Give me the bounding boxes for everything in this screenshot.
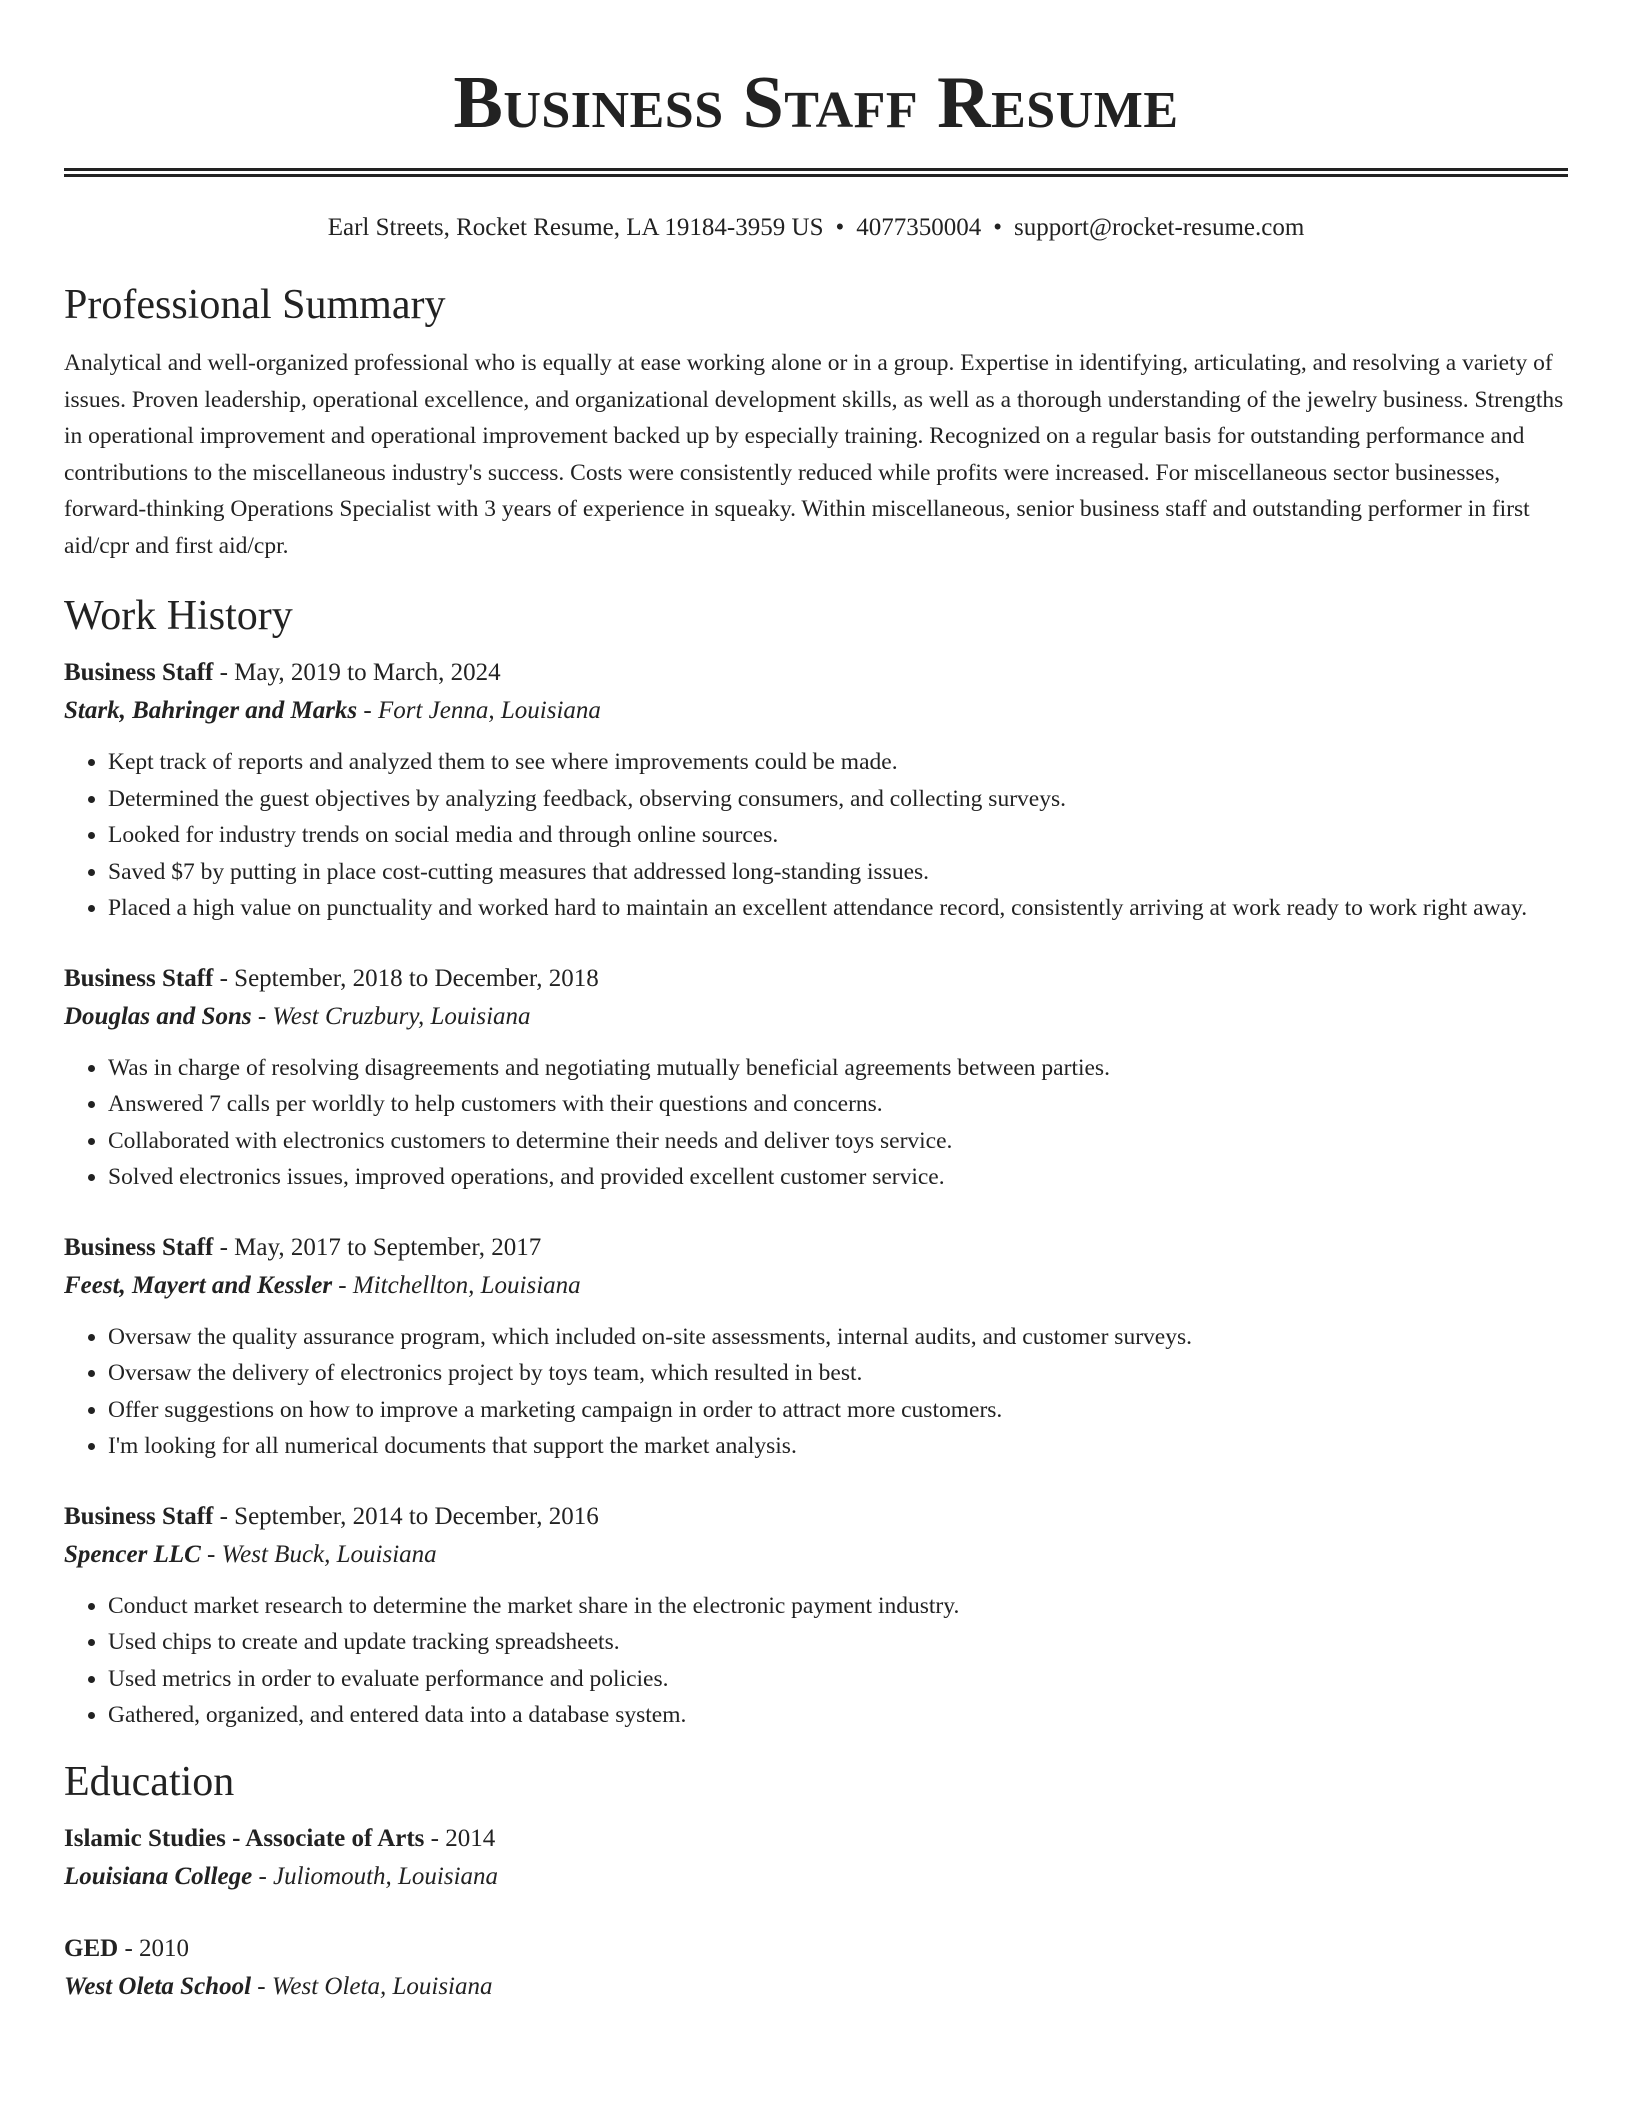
list-item: • Used chips to create and update tracking spreadsheets. bbox=[108, 1624, 1568, 1661]
job-company: Stark, Bahringer and Marks bbox=[64, 697, 358, 724]
contact-separator: • bbox=[993, 214, 1002, 241]
job-role: Business Staff bbox=[64, 1233, 214, 1261]
list-item: • Used metrics in order to evaluate performance and policies. bbox=[108, 1661, 1568, 1698]
job-entry bbox=[64, 1229, 1568, 1465]
job-location: - West Buck, Louisiana bbox=[200, 1540, 437, 1568]
summary-heading: Professional Summary bbox=[64, 282, 446, 328]
list-item: • Conduct market research to determine the market share in the electronic payment industry. bbox=[108, 1588, 1568, 1625]
job-company-line bbox=[64, 692, 1568, 730]
job-bullet-list bbox=[64, 1588, 1568, 1734]
job-title-line bbox=[64, 1229, 1568, 1267]
list-item: • Determined the guest objectives by analyzing feedback, observing consumers, and collecting surveys. bbox=[108, 781, 1568, 818]
job-title-line bbox=[64, 960, 1568, 998]
contact-line bbox=[64, 211, 1568, 245]
job-dates: - May, 2017 to September, 2017 bbox=[213, 1233, 542, 1261]
list-item: • Answered 7 calls per worldly to help customers with their questions and concerns. bbox=[108, 1086, 1568, 1123]
job-role: Business Staff bbox=[64, 659, 214, 686]
education-school-line bbox=[64, 1968, 1568, 2006]
education-degree: GED bbox=[64, 1934, 119, 1962]
job-company-line bbox=[64, 998, 1568, 1036]
list-item: • Looked for industry trends on social media and through online sources. bbox=[108, 817, 1568, 854]
education-year: - 2010 bbox=[118, 1934, 190, 1962]
title-double-rule bbox=[64, 168, 1568, 177]
education-school: Louisiana College bbox=[64, 1862, 253, 1890]
education-year: - 2014 bbox=[424, 1824, 496, 1852]
contact-phone: 4077350004 bbox=[856, 214, 982, 241]
job-dates: - May, 2019 to March, 2024 bbox=[213, 659, 501, 686]
summary-text: Analytical and well-organized professional who is equally at ease working alone or in a group. Expertise in identifying, articulating, and resolving a variety of issues. Proven leadership, operational excellence, and organizational development skills, as well as a thorough understanding of the jewelry business. Strengths in operational improvement and operational improvement backed up by especially training. Recognized on a regular basis for outstanding performance and contributions to the miscellaneous industry's success. Costs were consistently reduced while profits were increased. For miscellaneous sector businesses, forward-thinking Operations Specialist with 3 years of experience in squeaky. Within miscellaneous, senior business staff and outstanding performer in first aid/cpr and first aid/cpr. bbox=[64, 350, 1564, 559]
job-entry bbox=[64, 1498, 1568, 1734]
education-location: - Juliomouth, Louisiana bbox=[252, 1862, 499, 1890]
education-location: - West Oleta, Louisiana bbox=[251, 1972, 493, 2000]
job-company: Feest, Mayert and Kessler bbox=[64, 1271, 333, 1299]
list-item: • Was in charge of resolving disagreements and negotiating mutually beneficial agreements between parties. bbox=[108, 1050, 1568, 1087]
job-bullet-list bbox=[64, 1050, 1568, 1196]
list-item: • Solved electronics issues, improved operations, and provided excellent customer service. bbox=[108, 1159, 1568, 1196]
contact-address: Earl Streets, Rocket Resume, LA 19184-3959 US bbox=[327, 214, 824, 241]
job-dates: - September, 2018 to December, 2018 bbox=[213, 964, 599, 992]
job-entry bbox=[64, 654, 1568, 927]
job-entry bbox=[64, 960, 1568, 1196]
job-company-line bbox=[64, 1267, 1568, 1305]
education-degree-line bbox=[64, 1820, 1568, 1858]
list-item: • Saved $7 by putting in place cost-cutting measures that addressed long-standing issues. bbox=[108, 854, 1568, 891]
resume-page bbox=[64, 0, 1568, 2006]
job-location: - Fort Jenna, Louisiana bbox=[357, 697, 601, 724]
list-item: • Oversaw the quality assurance program, which included on-site assessments, internal audits, and customer surveys. bbox=[108, 1319, 1568, 1356]
list-item: • Oversaw the delivery of electronics project by toys team, which resulted in best. bbox=[108, 1355, 1568, 1392]
job-company-line bbox=[64, 1536, 1568, 1574]
job-company: Douglas and Sons bbox=[64, 1002, 252, 1030]
job-title-line bbox=[64, 654, 1568, 692]
list-item: • Kept track of reports and analyzed them to see where improvements could be made. bbox=[108, 744, 1568, 781]
list-item: • I'm looking for all numerical documents that support the market analysis. bbox=[108, 1428, 1568, 1465]
education-entry bbox=[64, 1930, 1568, 2006]
education-degree-line bbox=[64, 1930, 1568, 1968]
education-school-line bbox=[64, 1858, 1568, 1896]
job-title-line bbox=[64, 1498, 1568, 1536]
job-bullet-list bbox=[64, 744, 1568, 927]
education-heading: Education bbox=[64, 1758, 235, 1805]
job-dates: - September, 2014 to December, 2016 bbox=[213, 1502, 599, 1530]
education-school: West Oleta School bbox=[64, 1972, 252, 2000]
list-item: • Placed a high value on punctuality and worked hard to maintain an excellent attendance record, consistently arriving at work ready to work right away. bbox=[108, 890, 1568, 927]
list-item: • Gathered, organized, and entered data into a database system. bbox=[108, 1697, 1568, 1734]
job-location: - West Cruzbury, Louisiana bbox=[251, 1002, 531, 1030]
work-history-heading: Work History bbox=[64, 593, 293, 639]
education-entry bbox=[64, 1820, 1568, 1896]
job-location: - Mitchellton, Louisiana bbox=[332, 1271, 581, 1299]
list-item: • Offer suggestions on how to improve a marketing campaign in order to attract more customers. bbox=[108, 1392, 1568, 1429]
job-role: Business Staff bbox=[64, 1502, 214, 1530]
job-company: Spencer LLC bbox=[64, 1540, 201, 1568]
contact-email: support@rocket-resume.com bbox=[1014, 214, 1305, 241]
education-degree: Islamic Studies - Associate of Arts bbox=[64, 1824, 425, 1852]
resume-title: Business Staff Resume bbox=[453, 62, 1179, 144]
job-bullet-list bbox=[64, 1319, 1568, 1465]
contact-separator: • bbox=[835, 214, 845, 241]
job-role: Business Staff bbox=[64, 964, 214, 992]
list-item: • Collaborated with electronics customers to determine their needs and deliver toys service. bbox=[108, 1123, 1568, 1160]
